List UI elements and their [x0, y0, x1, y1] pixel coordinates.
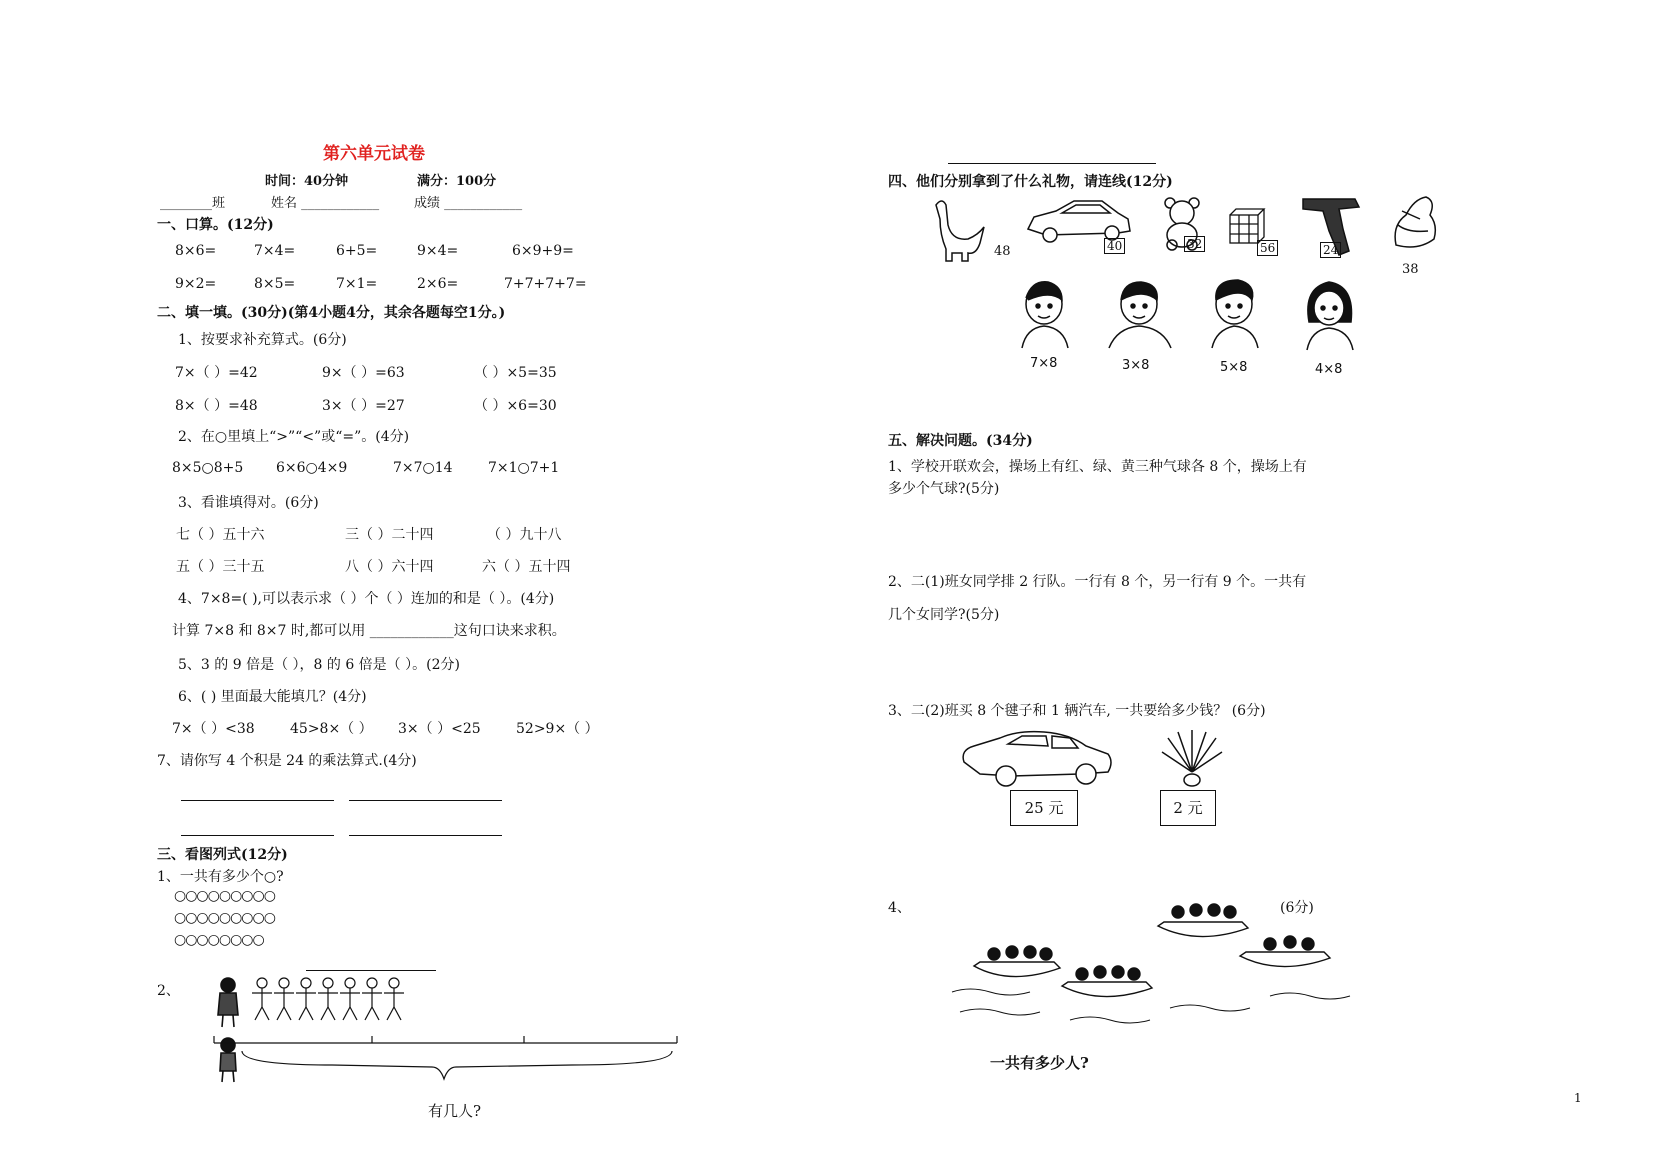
- s5-q2-line1: 2、二(1)班女同学排 2 行队。一行有 8 个，另一行有 9 个。一共有: [888, 574, 1307, 590]
- section4-heading: 四、他们分别拿到了什么礼物，请连线(12分): [888, 174, 1173, 190]
- boy-face-icon: [1212, 280, 1258, 348]
- toy-car-icon: [1028, 201, 1130, 242]
- s5-q1-line2: 多少个气球?(5分): [888, 481, 1000, 497]
- s5-q3-line1: 3、二(2)班买 8 个毽子和 1 辆汽车, 一共要给多少钱？ (6分): [888, 703, 1266, 719]
- kid-expression: 5×8: [1220, 360, 1248, 375]
- answer-line[interactable]: [181, 835, 334, 836]
- fill-equation: （ ）×5=35: [474, 365, 557, 381]
- boy-face-icon: [1109, 282, 1171, 348]
- rowing-boat-icon: [1062, 966, 1152, 997]
- multiplication-rhyme: 六（ ）五十四: [482, 559, 571, 575]
- oral-calc: 8×6=: [175, 243, 217, 259]
- fill-equation: （ ）×6=30: [474, 398, 557, 414]
- gift-price-shoe: 38: [1402, 262, 1419, 277]
- max-fill-expr: 3×（ ）<25: [398, 721, 481, 737]
- s5-q4-question: 一共有多少人?: [990, 1054, 1089, 1072]
- girl-figure-icon: [218, 978, 238, 1027]
- section5-heading: 五、解决问题。(34分): [888, 433, 1033, 449]
- gift-price-dinosaur: 48: [994, 244, 1011, 259]
- multiplication-rhyme: 八（ ）六十四: [345, 559, 434, 575]
- multiplication-rhyme: 七（ ）五十六: [176, 527, 265, 543]
- girl-face-icon: [1307, 282, 1353, 350]
- gift-price-bear: 32: [1184, 236, 1205, 252]
- boats-illustration: [950, 912, 1360, 1032]
- s5-q4-label: 4、: [888, 900, 911, 916]
- answer-line[interactable]: [349, 835, 502, 836]
- section2-heading: 二、填一填。(30分)(第4小题4分，其余各题每空1分。): [157, 305, 506, 321]
- circle-row: ○○○○○○○○○: [174, 910, 275, 926]
- top-rule: [948, 163, 1156, 164]
- car-illustration: [960, 728, 1120, 798]
- shuttlecock-icon: [1162, 730, 1222, 786]
- page-title: 第六单元试卷: [323, 144, 425, 164]
- oral-calc: 6+5=: [336, 243, 378, 259]
- exam-time: 时间：40分钟: [265, 174, 349, 189]
- answer-line[interactable]: [306, 970, 436, 971]
- shuttlecock-illustration: [1158, 728, 1228, 794]
- rowing-boat-icon: [1158, 904, 1248, 937]
- kid-expression: 4×8: [1315, 362, 1343, 377]
- sneaker-icon: [1395, 197, 1435, 247]
- max-fill-expr: 52>9×（ ）: [516, 721, 599, 737]
- section3-heading: 三、看图列式(12分): [157, 847, 288, 863]
- class-field: ________班: [160, 196, 226, 211]
- q3-label: 3、看谁填得对。(6分): [178, 495, 319, 511]
- s5-q2-line2: 几个女同学?(5分): [888, 607, 1000, 623]
- section1-heading: 一、口算。(12分): [157, 217, 274, 233]
- answer-line[interactable]: [349, 800, 502, 801]
- q7-label: 7、请你写 4 个积是 24 的乘法算式.(4分): [157, 753, 417, 769]
- oral-calc: 7×1=: [336, 276, 378, 292]
- q4-label: 4、7×8=( ),可以表示求（ ）个（ ）连加的和是（ ）。(4分): [178, 591, 555, 607]
- gift-price-car: 40: [1104, 238, 1125, 254]
- oral-calc: 9×4=: [417, 243, 459, 259]
- circle-row: ○○○○○○○○: [174, 932, 264, 948]
- s5-q1-line1: 1、学校开联欢会，操场上有红、绿、黄三种气球各 8 个，操场上有: [888, 459, 1307, 475]
- shuttlecock-price-tag: 2 元: [1160, 790, 1216, 826]
- oral-calc: 6×9+9=: [512, 243, 574, 259]
- oral-calc: 7+7+7+7=: [504, 276, 587, 292]
- compare-expr: 6×6○4×9: [276, 460, 348, 476]
- q4-line2: 计算 7×8 和 8×7 时,都可以用 ____________这句口诀来求积。: [172, 623, 566, 639]
- oral-calc: 8×5=: [254, 276, 296, 292]
- s3-q2-label: 2、: [157, 983, 180, 999]
- fill-equation: 8×（ ）=48: [175, 398, 258, 414]
- dinosaur-icon: [936, 201, 984, 261]
- rowing-boat-icon: [974, 946, 1060, 977]
- segment-line: [214, 1036, 677, 1079]
- fill-equation: 7×（ ）=42: [175, 365, 258, 381]
- q1-label: 1、按要求补充算式。(6分): [178, 332, 347, 348]
- gift-price-gun: 24: [1320, 242, 1341, 258]
- kid-expression: 3×8: [1122, 358, 1150, 373]
- max-fill-expr: 7×（ ）<38: [172, 721, 255, 737]
- multiplication-rhyme: 三（ ）二十四: [345, 527, 434, 543]
- compare-expr: 7×7○14: [393, 460, 453, 476]
- s5-q4-score: (6分): [1280, 900, 1314, 916]
- exam-full-score: 满分：100分: [417, 174, 497, 189]
- s3-q1-label: 1、一共有多少个○?: [157, 869, 284, 885]
- fill-equation: 3×（ ）=27: [322, 398, 405, 414]
- gift-price-cube: 56: [1257, 240, 1278, 256]
- page-number: 1: [1574, 1091, 1582, 1105]
- max-fill-expr: 45>8×（ ）: [290, 721, 373, 737]
- rowing-boat-icon: [1240, 936, 1330, 967]
- oral-calc: 9×2=: [175, 276, 217, 292]
- compare-expr: 7×1○7+1: [488, 460, 560, 476]
- kids-row: [1018, 278, 1358, 358]
- answer-line[interactable]: [181, 800, 334, 801]
- multiplication-rhyme: （ ）九十八: [487, 527, 562, 543]
- kid-expression: 7×8: [1030, 356, 1058, 371]
- car-icon: [963, 732, 1111, 786]
- boy-face-icon: [1022, 282, 1068, 348]
- rubiks-cube-icon: [1230, 209, 1264, 243]
- people-line-illustration: [212, 975, 682, 1085]
- multiplication-rhyme: 五（ ）三十五: [176, 559, 265, 575]
- boy-figure-icon: [220, 1038, 236, 1082]
- water-waves: [952, 989, 1350, 1023]
- q2-label: 2、在○里填上“>”“<”或“=”。(4分): [178, 429, 410, 445]
- car-price-tag: 25 元: [1010, 790, 1078, 826]
- oral-calc: 7×4=: [254, 243, 296, 259]
- fill-equation: 9×（ ）=63: [322, 365, 405, 381]
- compare-expr: 8×5○8+5: [172, 460, 244, 476]
- score-field: 成绩 ____________: [414, 196, 523, 211]
- name-field: 姓名 ____________: [271, 196, 380, 211]
- q6-label: 6、( ) 里面最大能填几？(4分): [178, 689, 367, 705]
- q5-label: 5、3 的 9 倍是（ ），8 的 6 倍是（ ）。(2分): [178, 657, 460, 673]
- circle-row: ○○○○○○○○○: [174, 888, 275, 904]
- oral-calc: 2×6=: [417, 276, 459, 292]
- s3-q2-question: 有几人?: [428, 1102, 482, 1120]
- paper-doll-row-icon: [252, 978, 404, 1020]
